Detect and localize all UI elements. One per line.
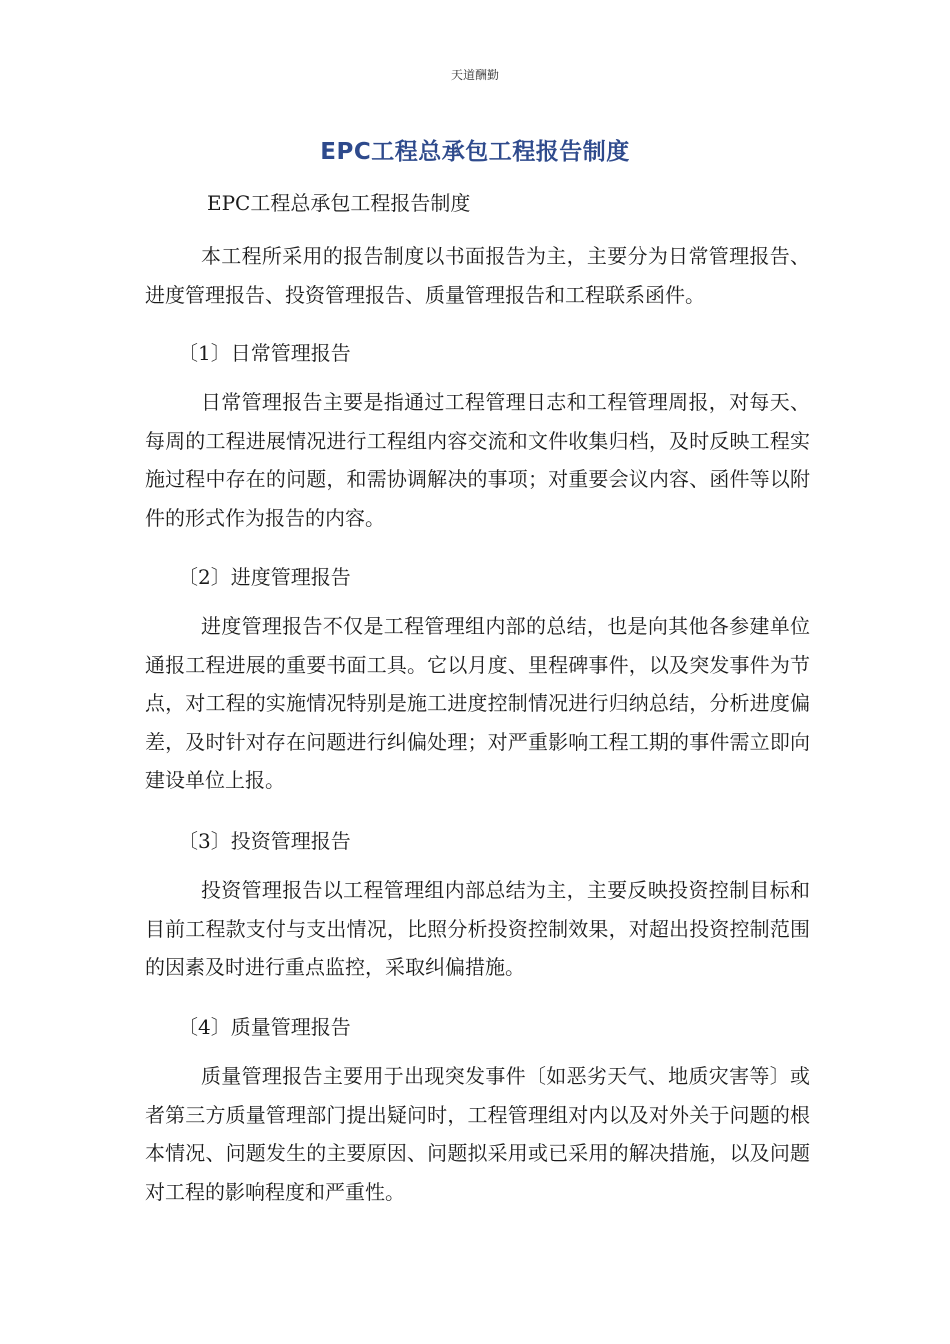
section-heading-1: 〔1〕日常管理报告 bbox=[178, 341, 351, 365]
intro-paragraph: 本工程所采用的报告制度以书面报告为主，主要分为日常管理报告、进度管理报告、投资管理报告、质量管理报告和工程联系函件。 bbox=[145, 244, 810, 307]
intro-paragraph-block bbox=[145, 237, 810, 314]
section-paragraph-4: 质量管理报告主要用于出现突发事件〔如恶劣天气、地质灾害等〕或者第三方质量管理部门提出疑问时，工程管理组对内以及对外关于问题的根本情况、问题发生的主要原因、问题拟采用或已采用的解决措施，以及问题对工程的影响程度和严重性。 bbox=[145, 1064, 810, 1204]
section-paragraph-1: 日常管理报告主要是指通过工程管理日志和工程管理周报，对每天、每周的工程进展情况进行工程组内容交流和文件收集归档，及时反映工程实施过程中存在的问题，和需协调解决的事项；对重要会议内容、函件等以附件的形式作为报告的内容。 bbox=[145, 390, 810, 530]
running-header: 天道酬勤 bbox=[450, 68, 499, 82]
section-heading-2: 〔2〕进度管理报告 bbox=[178, 565, 351, 589]
document-title: EPC工程总承包工程报告制度 bbox=[320, 139, 630, 165]
section-heading-3: 〔3〕投资管理报告 bbox=[178, 829, 351, 853]
section-body-2-block bbox=[145, 607, 810, 800]
section-paragraph-3: 投资管理报告以工程管理组内部总结为主，主要反映投资控制目标和目前工程款支付与支出情况，比照分析投资控制效果，对超出投资控制范围的因素及时进行重点监控，采取纠偏措施。 bbox=[145, 878, 810, 979]
section-heading-4: 〔4〕质量管理报告 bbox=[178, 1015, 351, 1039]
section-body-1-block bbox=[145, 383, 810, 537]
section-body-4-block bbox=[145, 1057, 810, 1211]
section-paragraph-2: 进度管理报告不仅是工程管理组内部的总结，也是向其他各参建单位通报工程进展的重要书面工具。它以月度、里程碑事件，以及突发事件为节点，对工程的实施情况特别是施工进度控制情况进行归纳总结，分析进度偏差，及时针对存在问题进行纠偏处理；对严重影响工程工期的事件需立即向建设单位上报。 bbox=[145, 614, 810, 792]
section-body-3-block bbox=[145, 871, 810, 987]
document-subtitle: EPC工程总承包工程报告制度 bbox=[207, 191, 471, 215]
